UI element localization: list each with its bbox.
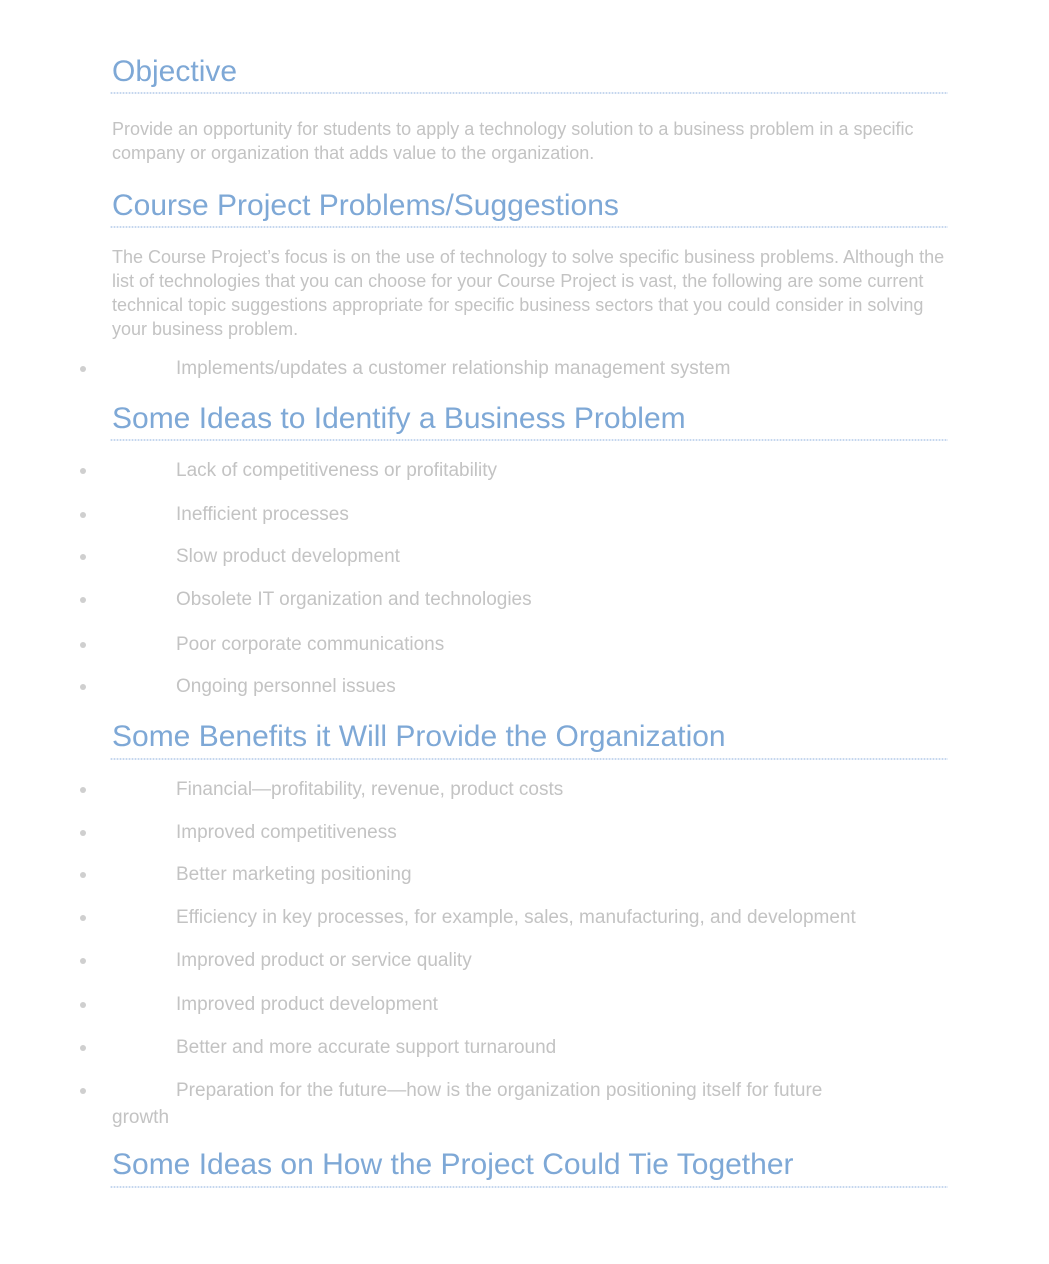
bullet-icon [80,512,86,518]
heading-ideas-business-problem: Some Ideas to Identify a Business Problem [112,402,686,435]
objective-paragraph: Provide an opportunity for students to apply a technology solution to a business problem in a specific company or organization that adds value to the organization. [112,119,914,163]
list-item: Improved competitiveness [0,821,1049,845]
heading-tie-together: Some Ideas on How the Project Could Tie Together [112,1148,794,1181]
list-item: Better marketing positioning [0,863,1049,887]
bullet-icon [80,597,86,603]
list-item: Implements/updates a customer relationship management system [0,357,1049,381]
bullet-icon [80,554,86,560]
list-item: Poor corporate communications [0,633,1049,657]
heading-divider [110,757,948,761]
bullet-icon [80,468,86,474]
problems-paragraph: The Course Project’s focus is on the use of technology to solve specific business problems. Although the list of technologies that you can choose for your Course Project is vast, the following are some current technical topic suggestions appropriate for specific business sectors that you could consider in solving your business problem. [112,247,945,339]
list-item: Financial—profitability, revenue, product costs [0,778,1049,802]
list-item: Improved product development [0,993,1049,1017]
heading-divider [110,225,948,229]
list-item: Slow product development [0,545,1049,569]
list-item: Better and more accurate support turnaround [0,1036,1049,1060]
list-item: Obsolete IT organization and technologies [0,588,1049,612]
list-item: Ongoing personnel issues [0,675,1049,699]
bullet-icon [80,1002,86,1008]
list-item: Preparation for the future—how is the organization positioning itself for future [0,1079,1049,1103]
heading-objective: Objective [112,55,238,88]
bullet-icon [80,830,86,836]
heading-course-project-problems: Course Project Problems/Suggestions [112,189,619,222]
list-item: Lack of competitiveness or profitability [0,459,1049,483]
heading-divider [110,1185,948,1189]
list-item-continuation: growth [112,1107,170,1128]
bullet-icon [80,684,86,690]
heading-divider [110,91,948,95]
bullet-icon [80,366,86,372]
list-item: Inefficient processes [0,503,1049,527]
bullet-icon [80,1045,86,1051]
list-item: Improved product or service quality [0,949,1049,973]
bullet-icon [80,787,86,793]
bullet-icon [80,915,86,921]
bullet-icon [80,958,86,964]
bullet-icon [80,642,86,648]
list-item: Efficiency in key processes, for example, sales, manufacturing, and development [0,906,1049,930]
heading-divider [110,438,948,442]
bullet-icon [80,872,86,878]
heading-benefits: Some Benefits it Will Provide the Organization [112,720,726,753]
bullet-icon [80,1088,86,1094]
